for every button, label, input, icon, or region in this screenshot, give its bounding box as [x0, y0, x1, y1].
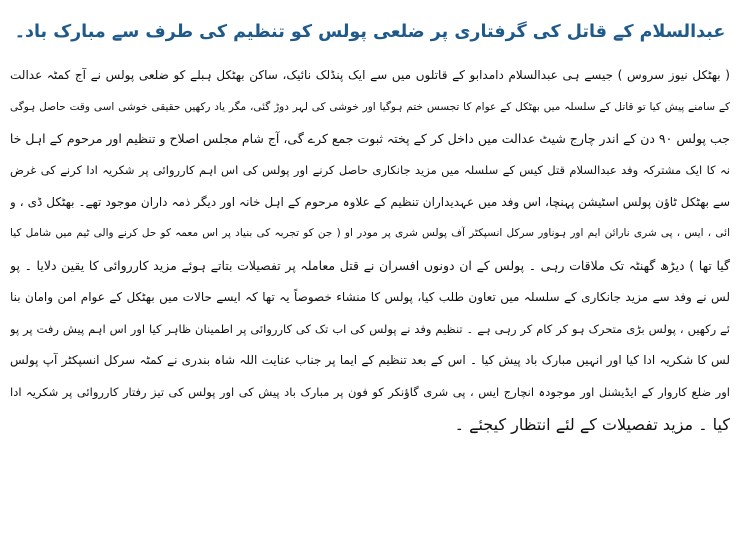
- article-line: اور ضلع کاروار کے ایڈیشنل اور موجودہ انچارج ایس ، پی شری گاؤنکر کو فون پر مبارک باد پیش کی اور پولس کی تیز رفتار کارروائی پر شکریہ ادا: [10, 384, 730, 399]
- article-line: سے بھٹکل ٹاؤن پولس اسٹیشن پہنچا، اس وفد میں عہدیداران تنظیم کے علاوہ مرحوم کے اہل خانہ اور دیگر ذمہ داران موجود تھے۔ بھٹکل ڈی ، و: [10, 194, 730, 209]
- article-line: لس کا شکریہ ادا کیا اور انہیں مبارک باد پیش کیا ۔ اس کے بعد تنظیم کے ایما پر جناب عنایت اللہ شاہ بندری نے کمٹہ سرکل انسپکٹر آپ پولس: [10, 353, 730, 368]
- article-line-last: کیا ۔ مزید تفصیلات کے لئے انتظار کیجئے ۔: [454, 414, 730, 434]
- article-line: کے سامنے پیش کیا تو قاتل کے سلسلہ میں بھٹکل کے عوام کا تجسس ختم ہوگیا اور خوشی کی لہر دوڑ گئی، مگر یاد رکھیں حقیقی خوشی اسی وقت حاصل ہوگی: [10, 100, 730, 113]
- article-line: ئے رکھیں ، پولس بڑی متحرک ہو کر کام کر رہی ہے ۔ تنظیم وفد نے پولس کی اب تک کی کارروائی پر اطمینان ظاہر کیا اور اس اہم پیش رفت پر پو: [10, 321, 730, 336]
- article-headline: عبدالسلام کے قاتل کی گرفتاری پر ضلعی پولس کو تنظیم کی طرف سے مبارک باد۔: [14, 22, 726, 42]
- article-line: نہ کا ایک مشترکہ وفد عبدالسلام قتل کیس کے سلسلہ میں مزید جانکاری حاصل کرنے اور پولس کی اس اہم کارروائی پر شکریہ ادا کرنے کی غرض: [10, 163, 730, 178]
- article-line: جب پولس ۹۰ دن کے اندر چارج شیٹ عدالت میں داخل کر کے پختہ ثبوت جمع کرے گی، آج شام مجلس اصلاح و تنظیم اور مرحوم کے اہل خا: [10, 131, 730, 147]
- article-line: لس نے وفد سے مزید جانکاری کے سلسلہ میں تعاون طلب کیا، پولس کا منشاء خصوصاً یہ تھا کہ ایسے حالات میں بھٹکل کے عوام امن وامان بنا: [10, 289, 730, 304]
- article-line: گیا تھا ) دیڑھ گھنٹہ تک ملاقات رہی ۔ پولس کے ان دونوں افسران نے قتل معاملہ پر تفصیلات بتاتے ہوئے مزید کارروائی کا یقین دلایا ۔ پو: [10, 258, 730, 274]
- article-line: ائی ، ایس ، پی شری نارائن ایم اور ہوناور سرکل انسپکٹر آف پولس شری پر مودر او ( جن کو تجربہ کی بنیاد پر اس معمہ کو حل کرنے والی ٹیم میں شامل کیا: [10, 227, 730, 240]
- article-line: ( بھٹکل نیوز سروس ) جیسے ہی عبدالسلام دامدابو کے قاتلوں میں سے ایک پنڈلک نائیک، ساکن بھٹکل ہبلے کو ضلعی پولس نے آج کمٹہ عدالت: [10, 68, 730, 82]
- article-body: [10, 60, 730, 440]
